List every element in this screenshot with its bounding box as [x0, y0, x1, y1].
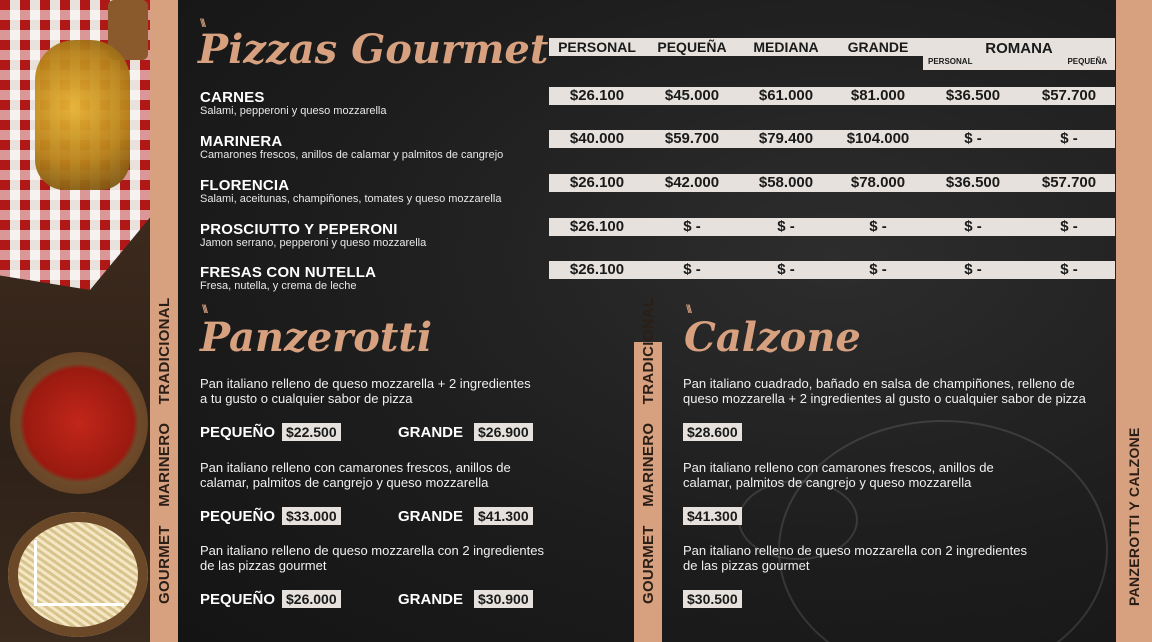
price-tag: $30.500 — [683, 590, 742, 608]
desc-line: de las pizzas gourmet — [683, 558, 810, 573]
price-row — [549, 130, 1115, 148]
col-pequena: PEQUEÑA — [657, 39, 727, 55]
price-cell: $45.000 — [664, 87, 720, 104]
price-cell: $61.000 — [758, 87, 814, 104]
price-row — [549, 174, 1115, 192]
desc-line: Pan italiano relleno con camarones frescos, anillos de — [683, 460, 994, 475]
pizza-name: PROSCIUTTO Y PEPERONI — [200, 221, 398, 238]
price-cell: $26.100 — [569, 174, 625, 191]
price-cell: $26.100 — [569, 261, 625, 278]
price-cell: $ - — [869, 218, 887, 235]
side-label-gourmet: GOURMET — [156, 525, 173, 604]
price-cell: $59.700 — [664, 130, 720, 147]
desc-line: Pan italiano relleno de queso mozzarella + 2 ingredientes — [200, 376, 531, 391]
panzerotti-desc — [200, 460, 511, 490]
size-label-large: GRANDE — [398, 591, 464, 608]
price-cell: $ - — [777, 261, 795, 278]
pizza-name: FRESAS CON NUTELLA — [200, 264, 377, 281]
pizza-item — [200, 222, 426, 249]
price-cell: $ - — [683, 218, 701, 235]
side-label-marinero: MARINERO — [640, 422, 657, 507]
size-label-small: PEQUEÑO — [200, 591, 276, 608]
price-row — [549, 87, 1115, 105]
col-personal: PERSONAL — [558, 39, 636, 55]
side-label-left — [156, 284, 173, 604]
price-cell: $ - — [1060, 218, 1078, 235]
size-label-large: GRANDE — [398, 508, 464, 525]
pizza-name: MARINERA — [200, 133, 283, 150]
side-label-tradicional: TRADICIONAL — [640, 297, 657, 405]
side-label-tradicional: TRADICIONAL — [156, 297, 173, 405]
price-cell: $36.500 — [945, 174, 1001, 191]
calzone-title: Calzone — [684, 314, 861, 361]
price-tag: $22.500 — [282, 423, 341, 441]
price-cell: $ - — [964, 218, 982, 235]
side-label-middle — [640, 284, 657, 604]
price-cell: $79.400 — [758, 130, 814, 147]
pizza-item — [200, 90, 387, 117]
price-tag: $30.900 — [474, 590, 533, 608]
corner-frame — [34, 540, 124, 606]
calzone-desc — [683, 460, 994, 490]
price-cell: $ - — [964, 261, 982, 278]
price-cell: $42.000 — [664, 174, 720, 191]
side-label-gourmet: GOURMET — [640, 525, 657, 604]
tomato-sauce-bowl — [10, 352, 148, 494]
desc-line: calamar, palmitos de cangrejo y queso mozzarella — [683, 475, 972, 490]
price-tag: $28.600 — [683, 423, 742, 441]
price-cell: $58.000 — [758, 174, 814, 191]
pizza-desc: Jamon serrano, pepperoni y queso mozzarella — [200, 237, 427, 249]
col-romana — [923, 38, 1115, 70]
romana-label: ROMANA — [985, 40, 1053, 57]
size-label-small: PEQUEÑO — [200, 508, 276, 525]
side-label-bar-right — [1116, 0, 1152, 642]
col-mediana: MEDIANA — [753, 39, 819, 55]
food-photo-strip — [0, 0, 150, 642]
price-tag: $33.000 — [282, 507, 341, 525]
side-label-bar-middle — [634, 297, 662, 642]
price-row — [549, 218, 1115, 236]
calzone-desc — [683, 376, 1086, 406]
pizza-desc: Salami, aceitunas, champiñones, tomates y queso mozzarella — [200, 193, 502, 205]
price-cell: $104.000 — [846, 130, 910, 147]
desc-line: a tu gusto o cualquier sabor de pizza — [200, 391, 413, 406]
price-tag: $41.300 — [683, 507, 742, 525]
olive-oil-bottle — [35, 40, 130, 190]
desc-line: Pan italiano cuadrado, bañado en salsa de champiñones, relleno de — [683, 376, 1075, 391]
desc-line: Pan italiano relleno de queso mozzarella con 2 ingredientes — [200, 543, 544, 558]
price-tag: $26.900 — [474, 423, 533, 441]
side-label-right: PANZEROTTI Y CALZONE — [1126, 427, 1142, 606]
price-cell: $ - — [964, 130, 982, 147]
pizzas-title: Pizzas Gourmet — [198, 26, 549, 73]
price-cell: $ - — [1060, 130, 1078, 147]
panzerotti-desc — [200, 543, 544, 573]
price-cell: $ - — [869, 261, 887, 278]
price-cell: $ - — [683, 261, 701, 278]
pizza-desc: Fresa, nutella, y crema de leche — [200, 280, 357, 292]
desc-line: queso mozzarella + 2 ingredientes al gusto o cualquier sabor de pizza — [683, 391, 1086, 406]
price-cell: $26.100 — [569, 87, 625, 104]
pizza-item — [200, 134, 503, 161]
romana-sub-pequena: PEQUEÑA — [1067, 57, 1107, 66]
pizza-desc: Camarones frescos, anillos de calamar y palmitos de cangrejo — [200, 149, 504, 161]
price-cell: $57.700 — [1041, 87, 1097, 104]
col-grande: GRANDE — [847, 39, 909, 55]
pizza-desc: Salami, pepperoni y queso mozzarella — [200, 105, 387, 117]
desc-line: Pan italiano relleno de queso mozzarella con 2 ingredientes — [683, 543, 1027, 558]
pizza-item — [200, 265, 376, 292]
price-tag: $26.000 — [282, 590, 341, 608]
price-cell: $26.100 — [569, 218, 625, 235]
calzone-desc — [683, 543, 1027, 573]
price-cell: $36.500 — [945, 87, 1001, 104]
price-cell: $ - — [1060, 261, 1078, 278]
price-cell: $ - — [777, 218, 795, 235]
price-cell: $57.700 — [1041, 174, 1097, 191]
title-flourish-icon: \\\ — [686, 302, 691, 316]
price-cell: $81.000 — [850, 87, 906, 104]
romana-sub-personal: PERSONAL — [928, 57, 973, 66]
side-label-marinero: MARINERO — [156, 422, 173, 507]
title-flourish-icon: \\\ — [200, 16, 205, 30]
price-row — [549, 261, 1115, 279]
price-cell: $40.000 — [569, 130, 625, 147]
panzerotti-title: Panzerotti — [200, 314, 433, 361]
size-label-small: PEQUEÑO — [200, 424, 276, 441]
side-label-bar-left — [150, 0, 178, 642]
panzerotti-desc — [200, 376, 531, 406]
size-label-large: GRANDE — [398, 424, 464, 441]
desc-line: calamar, palmitos de cangrejo y queso mozzarella — [200, 475, 489, 490]
title-flourish-icon: \\\ — [202, 302, 207, 316]
pizza-name: FLORENCIA — [200, 177, 290, 194]
pizza-item — [200, 178, 501, 205]
price-cell: $78.000 — [850, 174, 906, 191]
pizza-name: CARNES — [200, 89, 265, 106]
desc-line: Pan italiano relleno con camarones frescos, anillos de — [200, 460, 511, 475]
price-tag: $41.300 — [474, 507, 533, 525]
desc-line: de las pizzas gourmet — [200, 558, 327, 573]
